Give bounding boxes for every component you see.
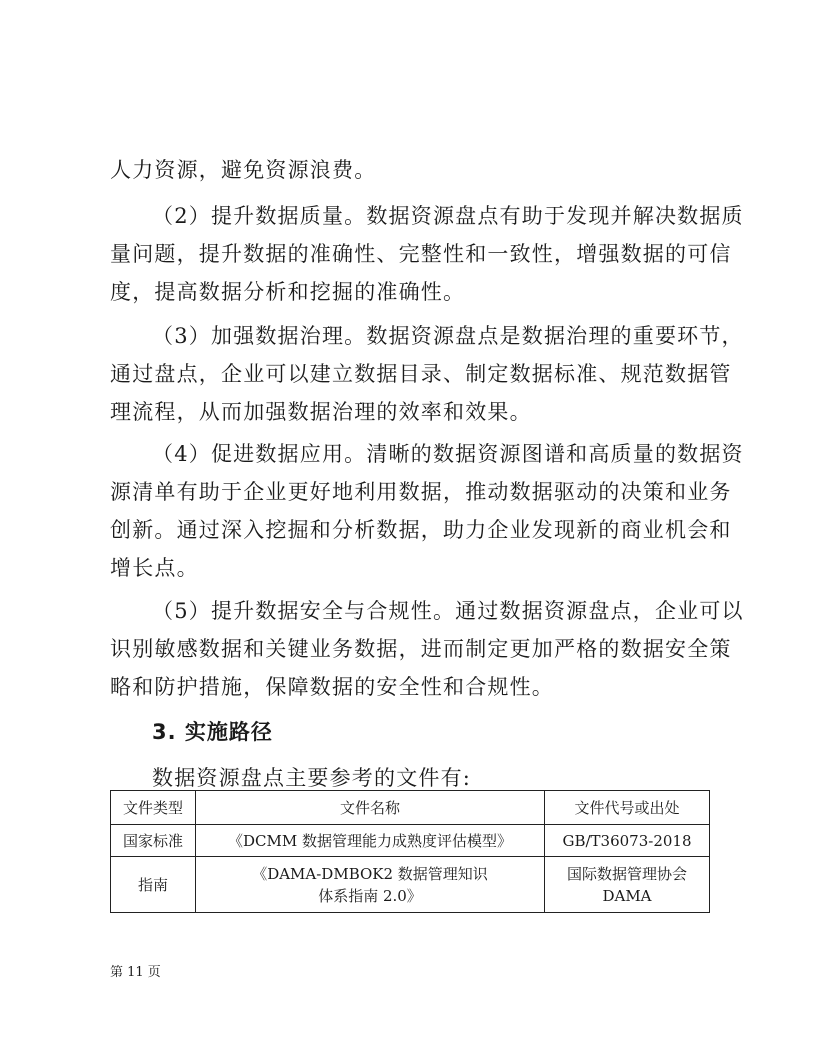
table-cell-line: 体系指南 2.0》 xyxy=(318,886,422,905)
paragraph-line: （4）促进数据应用。清晰的数据资源图谱和高质量的数据资 xyxy=(152,442,744,466)
paragraph-line: 增长点。 xyxy=(110,556,199,580)
table-header-cell: 文件类型 xyxy=(111,791,196,825)
table-header-row xyxy=(111,791,710,825)
table-cell xyxy=(545,857,710,913)
paragraph-line: （3）加强数据治理。数据资源盘点是数据治理的重要环节， xyxy=(152,324,744,348)
table-cell: GB/T36073-2018 xyxy=(545,825,710,857)
paragraph-line: 源清单有助于企业更好地利用数据，推动数据驱动的决策和业务 xyxy=(110,480,732,504)
table-header-cell: 文件代号或出处 xyxy=(545,791,710,825)
table-cell: 国家标准 xyxy=(111,825,196,857)
paragraph-line: 识别敏感数据和关键业务数据，进而制定更加严格的数据安全策 xyxy=(110,637,732,661)
paragraph-line: 人力资源，避免资源浪费。 xyxy=(110,158,377,182)
table-cell: 《DCMM 数据管理能力成熟度评估模型》 xyxy=(196,825,545,857)
table-cell-line: 国际数据管理协会 xyxy=(566,864,687,883)
paragraph-line: 通过盘点，企业可以建立数据目录、制定数据标准、规范数据管 xyxy=(110,362,732,386)
table-row xyxy=(111,857,710,913)
page-number: 第 11 页 xyxy=(110,965,161,980)
paragraph-line: 略和防护措施，保障数据的安全性和合规性。 xyxy=(110,675,554,699)
section-heading: 3. 实施路径 xyxy=(152,720,273,744)
table-cell-line: 《DAMA-DMBOK2 数据管理知识 xyxy=(252,864,488,883)
paragraph-line: 理流程，从而加强数据治理的效率和效果。 xyxy=(110,400,532,424)
paragraph-line: 度，提高数据分析和挖掘的准确性。 xyxy=(110,280,466,304)
paragraph-line: 创新。通过深入挖掘和分析数据，助力企业发现新的商业机会和 xyxy=(110,518,732,542)
table-header-cell: 文件名称 xyxy=(196,791,545,825)
reference-table xyxy=(110,790,710,913)
table-cell xyxy=(196,857,545,913)
paragraph-line: 量问题，提升数据的准确性、完整性和一致性，增强数据的可信 xyxy=(110,242,732,266)
paragraph-line: （5）提升数据安全与合规性。通过数据资源盘点，企业可以 xyxy=(152,599,744,623)
table-row xyxy=(111,825,710,857)
table-cell-line: DAMA xyxy=(602,886,652,905)
paragraph-line: （2）提升数据质量。数据资源盘点有助于发现并解决数据质 xyxy=(152,204,744,228)
table-cell: 指南 xyxy=(111,857,196,913)
table-intro: 数据资源盘点主要参考的文件有: xyxy=(152,766,472,790)
